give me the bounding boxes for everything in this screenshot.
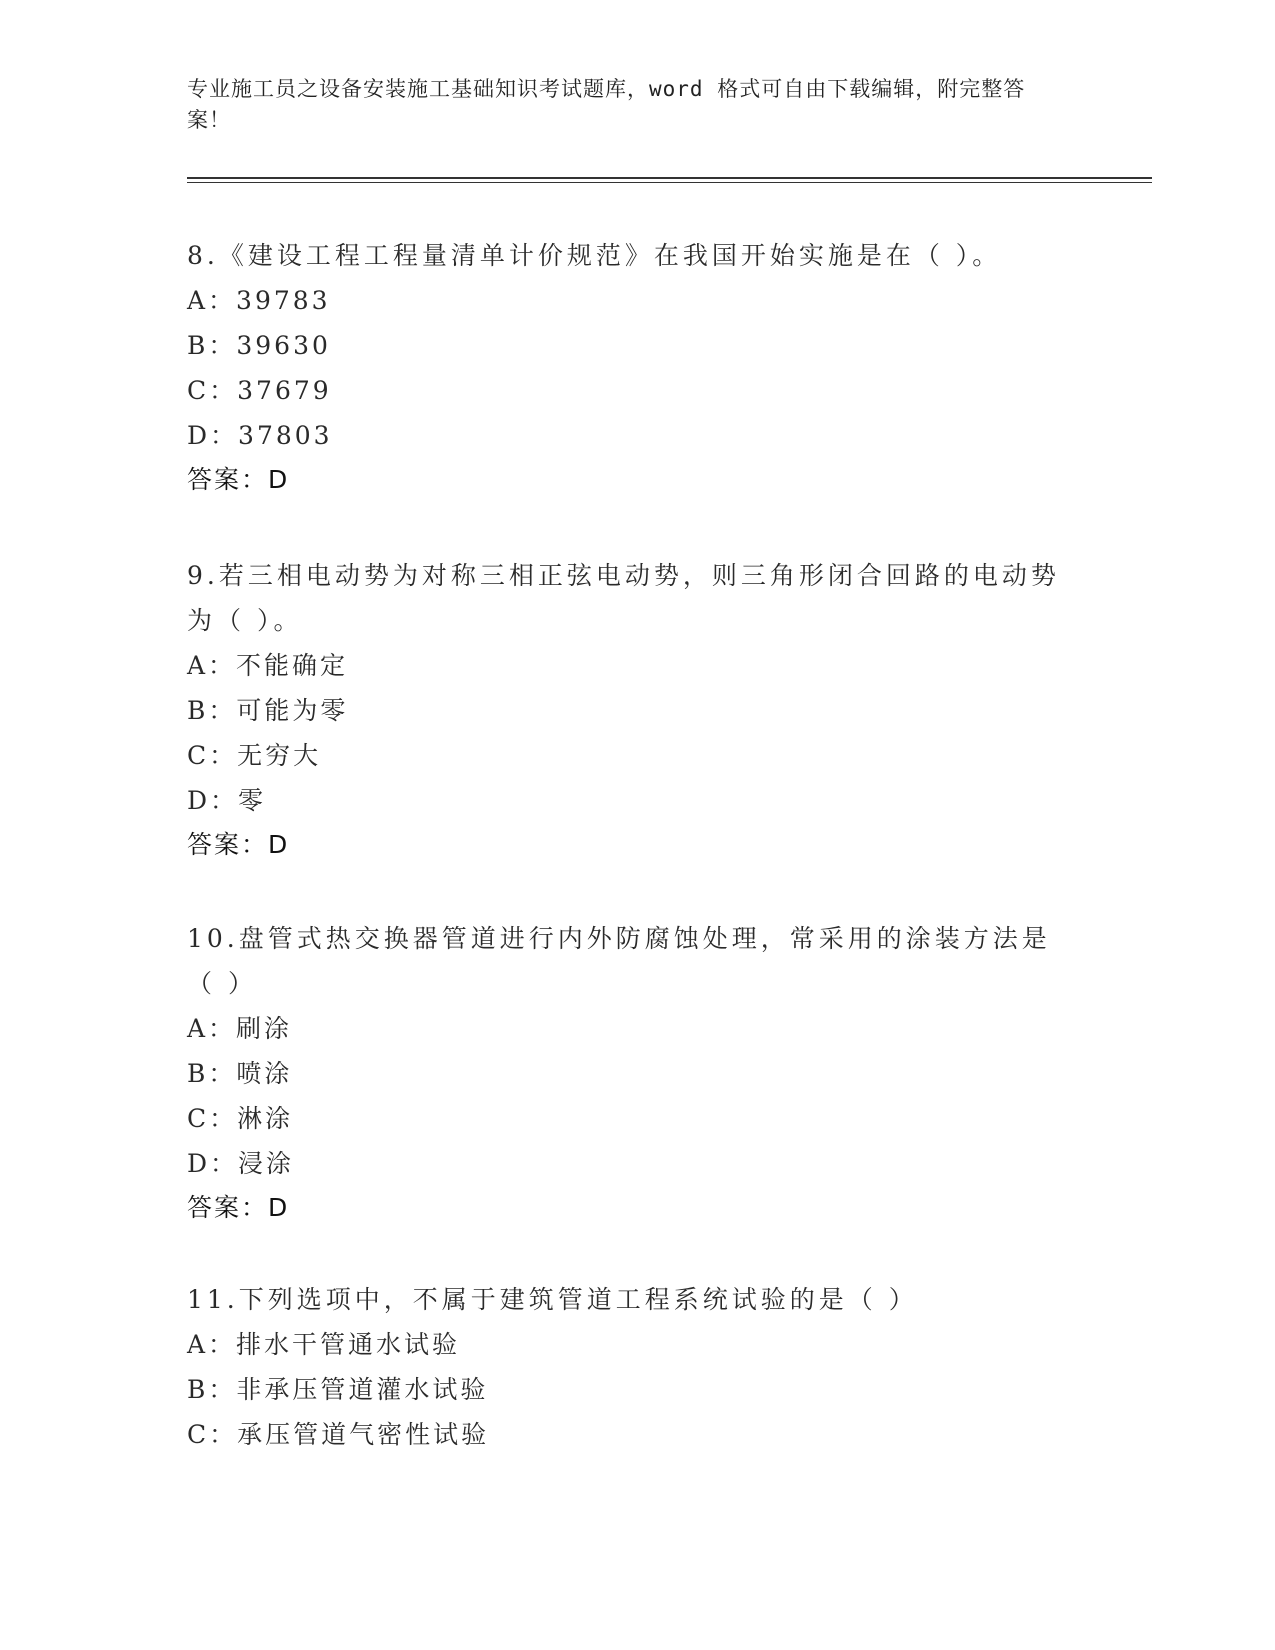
option-b: B：喷涂	[187, 1059, 293, 1088]
option-b: B：39630	[187, 331, 331, 360]
question-10	[187, 916, 1067, 1230]
answer-line: 答案：D	[187, 1193, 290, 1222]
question-stem: 9.若三相电动势为对称三相正弦电动势，则三角形闭合回路的电动势为（ ）。	[187, 561, 1060, 635]
option-c: C：淋涂	[187, 1104, 294, 1133]
option-a: A：不能确定	[187, 651, 349, 680]
header-divider-thin	[187, 182, 1152, 183]
question-9	[187, 553, 1067, 867]
answer-line: 答案：D	[187, 465, 290, 494]
header-divider-thick	[187, 177, 1152, 179]
option-b: B：非承压管道灌水试验	[187, 1375, 489, 1404]
option-c: C：37679	[187, 376, 332, 405]
question-11	[187, 1277, 1067, 1457]
question-8	[187, 233, 1067, 502]
document-header-note: 专业施工员之设备安装施工基础知识考试题库，word 格式可自由下载编辑，附完整答案！	[187, 77, 1026, 132]
option-a: A：刷涂	[187, 1014, 293, 1043]
question-stem: 10.盘管式热交换器管道进行内外防腐蚀处理，常采用的涂装方法是（ ）	[187, 924, 1051, 998]
question-stem: 8.《建设工程工程量清单计价规范》在我国开始实施是在（ ）。	[187, 241, 1002, 270]
option-a: A：排水干管通水试验	[187, 1330, 461, 1359]
question-stem: 11.下列选项中，不属于建筑管道工程系统试验的是（ ）	[187, 1285, 918, 1314]
option-b: B：可能为零	[187, 696, 349, 725]
answer-line: 答案：D	[187, 830, 290, 859]
option-d: D：浸涂	[187, 1149, 295, 1178]
option-d: D：零	[187, 786, 267, 815]
option-a: A：39783	[187, 286, 331, 315]
option-c: C：无穷大	[187, 741, 322, 770]
option-c: C：承压管道气密性试验	[187, 1420, 490, 1449]
option-d: D：37803	[187, 421, 333, 450]
